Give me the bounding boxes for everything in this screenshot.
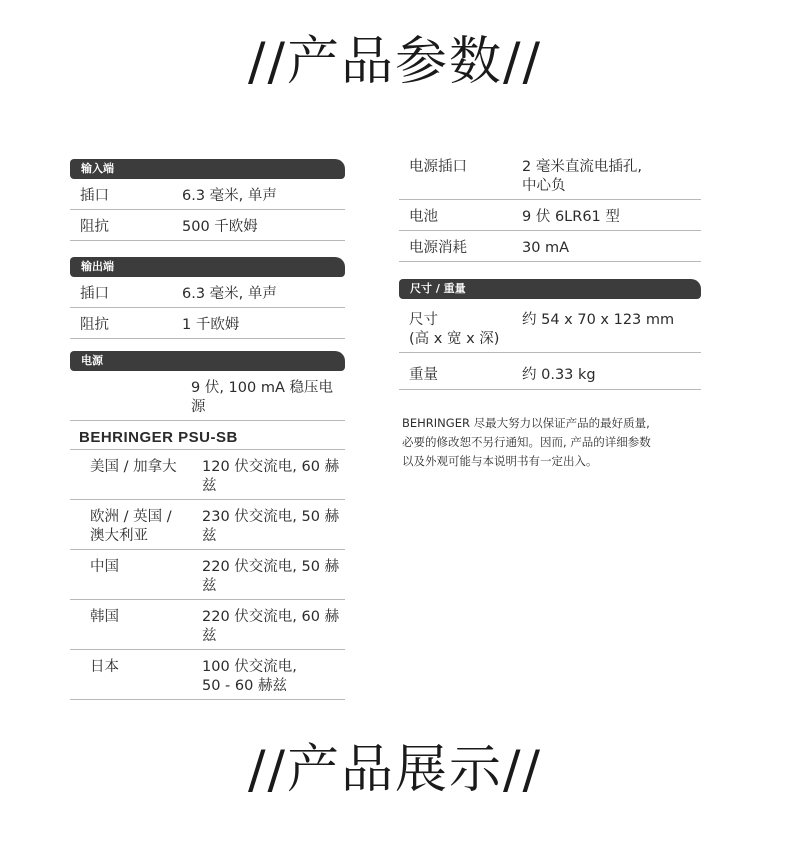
product-showcase-heading: //产品展示//	[247, 740, 543, 800]
output-section-header: 输出端	[70, 257, 345, 277]
adapter-model: BEHRINGER PSU-SB	[70, 421, 345, 450]
spec-key: 阻抗	[80, 317, 109, 333]
spec-key: 电池	[409, 209, 438, 225]
power-section-header: 电源	[70, 351, 345, 371]
region-name: 韩国	[90, 609, 119, 625]
spec-key: 电源插口	[409, 159, 467, 175]
spec-value: 9 伏 6LR61 型	[522, 209, 620, 225]
dimensions-row	[399, 299, 701, 353]
disclaimer-note: BEHRINGER 尽最大努力以保证产品的最好质量, 必要的修改恕不另行通知。因而, 产品的详细参数 以及外观可能与本说明书有一定出入。	[402, 416, 651, 468]
power-spec-row	[70, 371, 345, 421]
spec-value: 2 毫米直流电插孔, 中心负	[522, 159, 642, 194]
region-row	[70, 600, 345, 650]
spec-value: 6.3 毫米, 单声	[182, 286, 277, 302]
spec-left-column	[70, 159, 345, 700]
spec-value: 30 mA	[522, 240, 570, 256]
weight-row	[399, 353, 701, 390]
input-connector-row	[70, 179, 345, 210]
spec-key: 重量	[409, 367, 438, 383]
dimensions-section-header: 尺寸 / 重量	[399, 279, 701, 299]
battery-row	[399, 200, 701, 231]
output-connector-row	[70, 277, 345, 308]
region-voltage: 220 伏交流电, 60 赫兹	[202, 609, 340, 644]
spec-value: 6.3 毫米, 单声	[182, 188, 277, 204]
spec-value: 500 千欧姆	[182, 219, 258, 235]
spec-value: 约 0.33 kg	[522, 367, 596, 383]
spec-value: 约 54 x 70 x 123 mm	[522, 312, 675, 328]
region-voltage: 230 伏交流电, 50 赫兹	[202, 509, 340, 544]
region-row	[70, 550, 345, 600]
spec-key: 尺寸 (高 x 宽 x 深)	[409, 312, 500, 347]
spec-key: 插口	[80, 188, 109, 204]
region-voltage: 120 伏交流电, 60 赫兹	[202, 459, 340, 494]
region-row	[70, 450, 345, 500]
input-impedance-row	[70, 210, 345, 241]
spec-value: 1 千欧姆	[182, 317, 240, 333]
region-name: 中国	[90, 559, 119, 575]
region-name: 欧洲 / 英国 / 澳大利亚	[90, 509, 172, 544]
region-name: 日本	[90, 659, 119, 675]
region-voltage: 100 伏交流电, 50 - 60 赫兹	[202, 659, 297, 694]
product-params-heading: //产品参数//	[247, 32, 543, 92]
spec-key: 电源消耗	[409, 240, 467, 256]
spec-key: 阻抗	[80, 219, 109, 235]
power-jack-row	[399, 154, 701, 200]
region-row	[70, 500, 345, 550]
input-section-header: 输入端	[70, 159, 345, 179]
spec-right-column	[399, 154, 701, 471]
region-row	[70, 650, 345, 700]
spec-value: 9 伏, 100 mA 稳压电源	[191, 380, 333, 415]
output-impedance-row	[70, 308, 345, 339]
spec-key: 插口	[80, 286, 109, 302]
region-name: 美国 / 加拿大	[90, 459, 177, 475]
region-voltage: 220 伏交流电, 50 赫兹	[202, 559, 340, 594]
power-consumption-row	[399, 231, 701, 262]
spec-key	[70, 379, 191, 417]
